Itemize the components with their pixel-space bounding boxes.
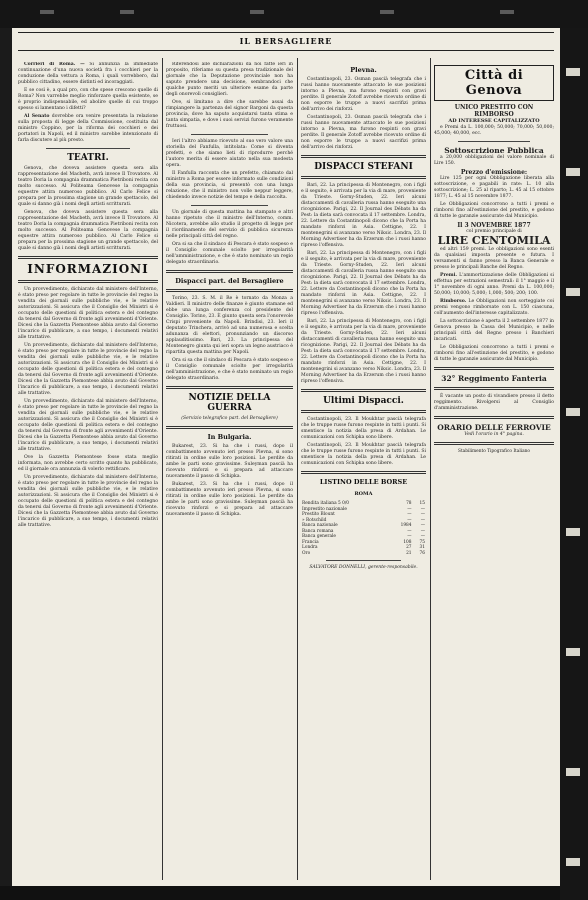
- scan-mark: [380, 10, 394, 14]
- ad-subscription-title: Sottoscrizione Pubblica: [444, 146, 544, 155]
- ad-draw-date: Il 3 NOVEMBRE 1877: [457, 222, 531, 229]
- article-body: Un giornale di questa mattina ha stampato e altri hanno ripetuto che il ministro dell'Interno, comm. Nicotera, avrebbe allo studio il progetto di legge per il riordinamento del servizio di pubblica sicurezza nelle principali città del regno.: [166, 210, 293, 239]
- article-body: Costantinopoli, 23. Osman pascià telegrafa che i russi hanno nuovamente attaccato le sue posizioni intorno a Plevna, ma furono respinti con gravi perdite. Il generale Zotoff avrebbe ricevuto ordine di non esporre le truppe a nuovi sacrifizi prima dell'arrivo dei rinforzi.: [301, 77, 426, 112]
- ad-box-genova: [434, 65, 554, 101]
- row-label: Oro: [302, 550, 311, 556]
- column-4-ads: [434, 62, 554, 880]
- printer-line: Stabilimento Tipografico Italiano: [458, 449, 530, 454]
- divider: [434, 416, 554, 419]
- divider: [18, 280, 158, 283]
- row-label: » Rotschild: [302, 517, 327, 523]
- column-rule: [430, 58, 431, 880]
- ad-text: a 20,000 obbligazioni del valore nominale di Lire 150.: [434, 155, 554, 166]
- section-title-informazioni: INFORMAZIONI: [27, 262, 149, 276]
- header-rule-bottom: [18, 50, 554, 51]
- column-rule: [297, 58, 298, 880]
- article-body: Costantinopoli, 23. Osman pascià telegrafa che i russi hanno nuovamente attaccato le sue posizioni intorno a Plevna, ma furono respinti con gravi perdite. Il generale Zotoff avrebbe ricevuto ordine di non esporre le truppe a nuovi sacrifizi prima dell'arrivo dei rinforzi.: [301, 115, 426, 150]
- article-body: Un provvedimento, dichiarato dal ministero dell'Interno, è stato preso per regolare in tutte le provincie del regno la vendita dei giornali sulle pubbliche vie, e le relative autorizzazioni. Si assicura che il Consiglio dei Ministri si è occupato delle questioni di politica estera e del contegno da tenersi dal Governo di fronte agli avvenimenti d'Oriente. Dicesi che la Gazzetta Piemontese abbia avuto dal Governo l'incarico di pubblicare, a suo tempo, i documenti relativi alle trattative.: [18, 475, 158, 528]
- row-value: —: [420, 534, 425, 539]
- ad-orario-title: ORARIO DELLE FERROVIE: [437, 423, 551, 432]
- divider: [434, 387, 554, 390]
- article-body: Bari, 22. La principessa di Montenegro, con i figli e il seguito, è arrivata per la via di mare, proveniente da Trieste. Gorny-Studen, 22. Ieri alcuni distaccamenti di cavalleria russa hanno eseguito una ricognizione. Parigi, 22. Il Journal des Débats ha da Pest: la dieta sarà convocata il 17 settembre. Londra, 22. Lettere da Costantinopoli dicono che la Porta ha mandato rinforzi in Asia. Cettigne, 22. I montenegrini si avanzano verso Niksic. Londra, 23. Il Morning Advertiser ha da Erzerum che i russi hanno ripreso l'offensiva.: [301, 251, 426, 316]
- divider: [301, 471, 426, 474]
- row-value: 27: [406, 545, 412, 550]
- row-value: —: [420, 528, 425, 534]
- row-value: 21: [406, 550, 412, 556]
- divider: [18, 256, 158, 259]
- column-rule: [162, 58, 163, 880]
- ad-draw-amount: LIRE CENTOMILA: [437, 234, 551, 247]
- article-body: Ove, si limitano a dire che sarebbe assai da rimpiangere la partenza del signor Bargoni da questa provincia, dove ha saputo acquistarsi tanta stima e tanta simpatia, e dove i suoi servizi furono veramente fruttuosi.: [166, 100, 293, 129]
- divider: [301, 176, 426, 179]
- divider: [326, 560, 401, 561]
- ad-loan-line: UNICO PRESTITO CON RIMBORSO: [454, 104, 534, 118]
- ad-text: La sottoscrizione è aperta il 2 settembre 1877 in Genova presso la Cassa del Municipio, e nelle principali città del Regno presso i Banchieri incaricati.: [434, 319, 554, 342]
- section-title-notizie: NOTIZIE DELLA GUERRA: [188, 393, 271, 413]
- scan-mark: [566, 408, 580, 416]
- article-body: Ora si sa che il sindaco di Pescara è stato sospeso e il Consiglio comunale sciolto per irregolarità nell'amministrazione, e che è stato nominato un regio delegato straordinario.: [166, 242, 293, 265]
- row-value: 31: [419, 545, 425, 550]
- scan-mark: [250, 10, 264, 14]
- row-label: Prestito Blount: [302, 512, 335, 517]
- item-lead: Corrieri di Roma. —: [24, 62, 85, 67]
- item-lead: Al Senato: [24, 114, 50, 119]
- gerente-signature: SALVATORE DONNELLI, gerente-responsabile.: [309, 565, 418, 570]
- article-body: Bari, 22. La principessa di Montenegro, con i figli e il seguito, è arrivata per la via di mare, proveniente da Trieste. Gorny-Studen, 22. Ieri alcuni distaccamenti di cavalleria russa hanno eseguito una ricognizione. Parigi, 22. Il Journal des Débats ha da Pest: la dieta sarà convocata il 17 settembre. Londra, 22. Lettere da Costantinopoli dicono che la Porta ha mandato rinforzi in Asia. Cettigne, 22. I montenegrini si avanzano verso Niksic. Londra, 23. Il Morning Advertiser ha da Erzerum che i russi hanno ripreso l'offensiva.: [301, 183, 426, 248]
- row-label: Banca generale: [302, 534, 336, 539]
- ad-premi-text: L'ammortizzazione delle Obbligazioni si effettua per estrazioni semestrali: il 1° maggio e il 1° novembre di ogni anno. Premi da L. 100,000; 50,000; 10,000; 5,000; 1,000; 500; 200; 100.: [434, 273, 554, 296]
- header-rule-top: [18, 32, 554, 33]
- scan-border-bottom: [0, 886, 560, 900]
- ad-text: ed altri 159 premi. Le obbligazioni sono esenti da qualsiasi imposta presente e futura. I versamenti si fanno presso la Banca Generale e presso le principali Banche del Regno.: [434, 247, 554, 270]
- column-3: [301, 62, 426, 880]
- ad-premi-title: Premi.: [440, 273, 458, 278]
- divider: [458, 141, 530, 142]
- article-body: Il Fanfulla racconta che un prefetto, chiamato dal ministro a Roma per essere informato sulle condizioni della sua provincia, si presentò con una lunga relazione, che il ministro non volle neppur leggere, chiedendo invece notizie del tempo e della raccolta.: [166, 171, 293, 200]
- item-text: Si annunzia la immediate continuazione d'una nuova società fra i cocchieri per la conduzione della vettura a Roma, i quali vorrebbero, dal pubblico cittadino, essere distinti ed incoraggiati.: [18, 62, 158, 85]
- row-value: —: [407, 534, 412, 539]
- ad-rimborso-text: Le Obbligazioni non sorteggiate coi premi vengono rimborsate con L. 150 ciascuna, coll'aumento dell'interesse capitalizzato.: [434, 299, 554, 316]
- newspaper-page: [12, 28, 560, 886]
- scan-mark: [566, 168, 580, 176]
- row-value: —: [420, 523, 425, 528]
- ad-orario-sub: Vedi l'orario in 4° pagina.: [464, 432, 524, 437]
- ad-loan-line: AD INTERESSE CAPITALIZZATO: [448, 118, 540, 124]
- divider: [191, 205, 267, 206]
- article-body: Torino, 23. S. M. il Re è tornato da Monza a Valdieri. Il ministro delle finanze è giunto stamane ed ebbe una lunga conferenza col presidente del Consiglio. Torino, 23. È giunto questa sera l'onorevole Crispi proveniente da Napoli. Brindisi, 23. Ieri il deputato Trinchera, arrivò ad una numerosa e scelta adunanza di elettori, pronunziando un discorso applauditissimo. Bari, 23. La principessa del Montenegro giunta qui ieri sopra un legno austriaco è ripartita questa mattina per Napoli.: [166, 296, 293, 355]
- divider: [301, 389, 426, 392]
- row-value: 1984: [400, 523, 412, 528]
- ad-text: e Premi da L. 100,000; 50,000; 70,000; 50,000; 45,000; 40,000, ecc.: [434, 125, 554, 136]
- row-value: —: [407, 512, 412, 517]
- divider: [301, 410, 426, 413]
- section-title-teatri: TEATRI.: [67, 153, 109, 163]
- ad-rimborso-title: Rimborso.: [440, 299, 467, 304]
- row-value: 15: [419, 501, 425, 506]
- article-body: Bari, 22. La principessa di Montenegro, con i figli e il seguito, è arrivata per la via di mare, proveniente da Trieste. Gorny-Studen, 22. Ieri alcuni distaccamenti di cavalleria russa hanno eseguito una ricognizione. Parigi, 22. Il Journal des Débats ha da Pest: la dieta sarà convocata il 17 settembre. Londra, 22. Lettere da Costantinopoli dicono che la Porta ha mandato rinforzi in Asia. Cettigne, 22. I montenegrini si avanzano verso Niksic. Londra, 23. Il Morning Advertiser ha da Erzerum che i russi hanno ripreso l'offensiva.: [301, 319, 426, 384]
- section-title-dispacci: Dispacci part. del Bersagliere: [175, 277, 284, 285]
- article-body: Ora si sa che il sindaco di Pescara è stato sospeso e il Consiglio comunale sciolto per irregolarità nell'amministrazione, e che è stato nominato un regio delegato straordinario.: [166, 358, 293, 381]
- ad-price-title: Prezzo d'emissione:: [460, 169, 528, 176]
- divider: [166, 426, 293, 429]
- scan-mark: [40, 10, 54, 14]
- listino-city: ROMA: [354, 491, 373, 497]
- row-value: —: [407, 528, 412, 534]
- divider: [301, 155, 426, 158]
- scan-mark: [566, 68, 580, 76]
- row-value: 78: [406, 501, 412, 506]
- ad-text: Lire 125 per ogni Obbligazione liberata alla sottoscrizione, e pagabili in rate: L. 10 alla sottoscrizione; L. 25 al riparto; L. 45 al 15 ottobre 1877; L. 45 al 15 novembre 1877.: [434, 176, 554, 199]
- ad-text: È vacante un posto di vivandiere presso il detto reggimento. Rivolgersi al Consiglio d'amministrazione.: [434, 394, 554, 411]
- article-body: Costantinopoli, 23. Il Moukhtar pascià telegrafa che le truppe russe furono respinte in tutti i punti. Si smentisce la notizia della presa di Ardahan. Le comunicazioni con Schipka sono libere.: [301, 417, 426, 440]
- ad-regiment-title: 32° Reggimento Fanteria: [441, 374, 547, 383]
- scan-border-top: [0, 0, 588, 28]
- section-title-plevna: Plevna.: [350, 66, 377, 74]
- article-body: Un provvedimento, dichiarato dal ministero dell'Interno, è stato preso per regolare in tutte le provincie del regno la vendita dei giornali sulle pubbliche vie, e le relative autorizzazioni. Si assicura che il Consiglio dei Ministri si è occupato delle questioni di politica estera e del contegno da tenersi dal Governo di fronte agli avvenimenti d'Oriente. Dicesi che la Gazzetta Piemontese abbia avuto dal Governo l'incarico di pubblicare, a suo tempo, i documenti relativi alle trattative.: [18, 343, 158, 396]
- ad-text: [434, 299, 554, 317]
- article-body: Genova, che doveva assistere questa sera alla rappresentazione del Macbeth, avrà invece Il Trovatore. Al teatro Doria la compagnia drammatica Pietriboni recita con molto successo. Al Politeama Genovese la compagnia equestre attira numeroso pubblico. Al Carlo Felice si prepara per la prossima stagione un grande spettacolo, del quale si danno già i nomi degli artisti scritturati.: [18, 210, 158, 251]
- section-subtitle: (Servizio telegrafico part. del Bersagliere): [181, 416, 278, 421]
- article-body: Bukarest, 23. Si ha che i russi, dopo il combattimento avvenuto ieri presso Plevna, si sono ritirati in ordine sulle loro posizioni. Le perdite da ambe le parti sono gravissime. Suleyman pascià ha ricevuto rinforzi e si prepara ad attaccare nuovamente il passo di Schipka.: [166, 482, 293, 517]
- news-item: [18, 114, 158, 144]
- article-body: Genova, che doveva assistere questa sera alla rappresentazione del Macbeth, avrà invece Il Trovatore. Al teatro Doria la compagnia drammatica Pietriboni recita con molto successo. Al Politeama Genovese la compagnia equestre attira numeroso pubblico. Al Carlo Felice si prepara per la prossima stagione un grande spettacolo, del quale si danno già i nomi degli artisti scritturati.: [18, 166, 158, 207]
- row-label: Banca nazionale: [302, 523, 338, 528]
- row-value: —: [407, 506, 412, 512]
- section-title-bulgaria: In Bulgaria.: [207, 433, 252, 441]
- row-label: Banca romana: [302, 528, 334, 534]
- scan-border-right: [560, 28, 588, 900]
- ad-city-title: Città di Genova: [464, 68, 524, 98]
- article-body: Riferendosi alle dichiarazioni da noi fatte ieri in proposito, riferiamo su questa presa tradizionale del giornale che la Deputazione provinciale non ha saputo prendere una decisione, sembrandoci che qualche punto meriti un ulteriore esame da parte degli onorevoli consiglieri.: [166, 62, 293, 97]
- section-title-stefani: DISPACCI STEFANI: [314, 162, 413, 172]
- scan-mark: [566, 528, 580, 536]
- scan-mark: [566, 768, 580, 776]
- running-head: IL BERSAGLIERE: [239, 36, 333, 46]
- article-body: Un provvedimento, dichiarato dal ministero dell'Interno, è stato preso per regolare in tutte le provincie del regno la vendita dei giornali sulle pubbliche vie, e le relative autorizzazioni. Si assicura che il Consiglio dei Ministri si è occupato delle questioni di politica estera e del contegno da tenersi dal Governo di fronte agli avvenimenti d'Oriente. Dicesi che la Gazzetta Piemontese abbia avuto dal Governo l'incarico di pubblicare, a suo tempo, i documenti relativi alle trattative.: [18, 399, 158, 452]
- row-value: 75: [419, 539, 425, 545]
- row-label: Rendita italiana 5 0/0: [302, 501, 350, 506]
- divider: [166, 386, 293, 389]
- row-value: 76: [419, 550, 425, 556]
- article-body: Bukarest, 23. Si ha che i russi, dopo il combattimento avvenuto ieri presso Plevna, si sono ritirati in ordine sulle loro posizioni. Le perdite da ambe le parti sono gravissime. Suleyman pascià ha ricevuto rinforzi e si prepara ad attaccare nuovamente il passo di Schipka.: [166, 444, 293, 479]
- divider: [166, 289, 293, 292]
- scan-mark: [566, 288, 580, 296]
- article-body: Costantinopoli, 23. Il Moukhtar pascià telegrafa che le truppe russe furono respinte in tutti i punti. Si smentisce la notizia della presa di Ardahan. Le comunicazioni con Schipka sono libere.: [301, 443, 426, 466]
- row-value: —: [420, 517, 425, 523]
- divider: [191, 134, 267, 135]
- article-body: Un provvedimento, dichiarato dal ministero dell'Interno, è stato preso per regolare in tutte le provincie del regno la vendita dei giornali sulle pubbliche vie, e le relative autorizzazioni. Si assicura che il Consiglio dei Ministri si è occupato delle questioni di politica estera e del contegno da tenersi dal Governo di fronte agli avvenimenti d'Oriente. Dicesi che la Gazzetta Piemontese abbia avuto dal Governo l'incarico di pubblicare, a suo tempo, i documenti relativi alle trattative.: [18, 287, 158, 340]
- divider: [434, 367, 554, 370]
- table-row: [301, 551, 426, 557]
- column-2: [166, 62, 293, 880]
- column-1: [18, 62, 158, 880]
- ad-text: Le Obbligazioni concorrono a tutti i premi e rimborsi fino all'estinzione del prestito, e godono di tutte le garanzie assicurate dal Municipio.: [434, 345, 554, 362]
- ad-text: Le Obbligazioni concorrono a tutti i premi e rimborsi fino all'estinzione del prestito, e godono di tutte le garanzie assicurate dal Municipio.: [434, 202, 554, 219]
- row-label: Londra: [302, 545, 318, 550]
- scan-mark: [566, 858, 580, 866]
- news-item: E se così è, a qual pro, con che spese crescono quelle di Roma? Non varrebbe meglio rinforzare quella esistente, se è proprio indispensabile, ed abolire quelle di cui troppo spesso si lamentano i difetti?: [18, 88, 158, 111]
- scan-mark: [120, 10, 134, 14]
- section-title-ultimi: Ultimi Dispacci.: [323, 396, 404, 406]
- article-body: Ove la Gazzetta Piemontese fosse stata meglio informata, non avrebbe certo scritto quanto ha pubblicato, ed il giornale ora annunzia di volerlo rettificare.: [18, 455, 158, 472]
- article-body: Ieri l'altro abbiamo ricevuto al suo vero valore una storiella del Fanfulla, intitolata: Come si diventa prefetti, e che siamo lieti di riprodurre perché l'autore merita di essere aiutato nella sua modesta opera.: [166, 139, 293, 168]
- row-label: Francia: [302, 539, 319, 545]
- divider: [166, 270, 293, 273]
- stock-table: [301, 501, 426, 556]
- row-value: —: [420, 512, 425, 517]
- row-value: —: [420, 506, 425, 512]
- row-value: 108: [403, 539, 412, 545]
- scan-mark: [566, 648, 580, 656]
- divider: [434, 442, 554, 445]
- section-title-listino: LISTINO DELLE BORSE: [319, 478, 408, 486]
- divider: [46, 148, 130, 149]
- news-item: [18, 62, 158, 86]
- row-value: —: [407, 517, 412, 523]
- item-text: dovrebbe ora venire presentata la relazione sulla proposta di legge della Commissione, costituita dal ministro Coppino, per la riforma dei cocchieri e dei portatori in Napoli, ed il ministro sarebbe intenzionato di farla discutere al più presto.: [18, 114, 158, 143]
- row-label: Imprestito nazionale: [302, 506, 347, 512]
- ad-draw-caption: col premio principale di: [466, 229, 522, 234]
- ad-text: [434, 273, 554, 297]
- scan-mark: [500, 10, 514, 14]
